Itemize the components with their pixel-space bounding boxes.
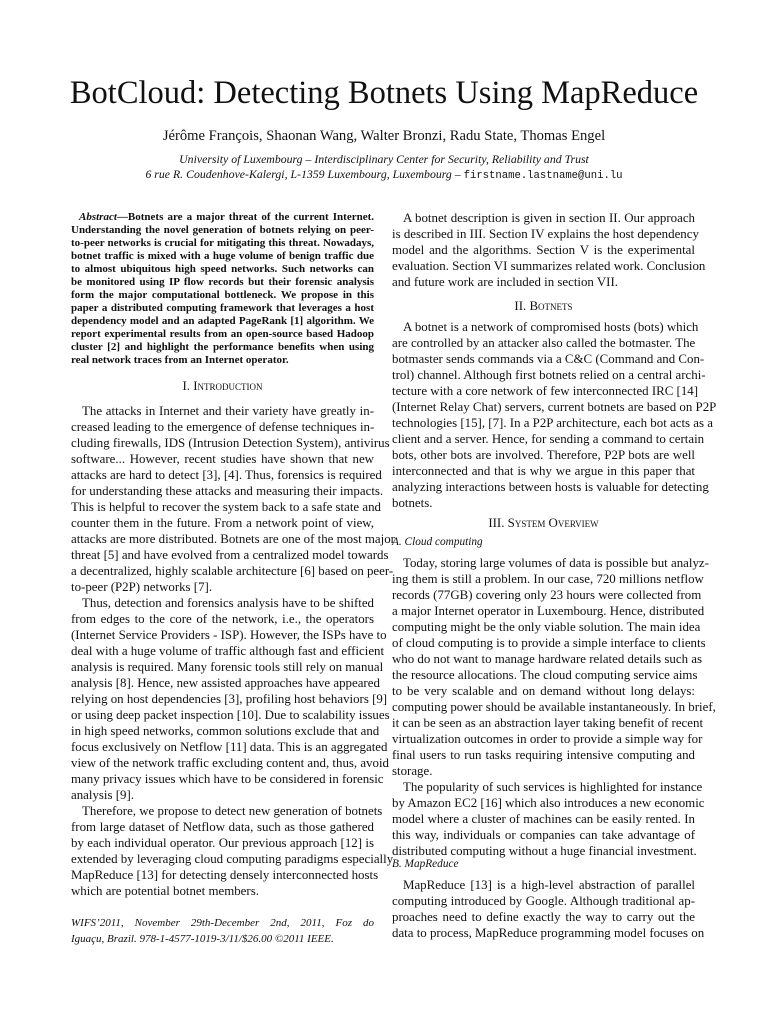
body-line: which are potential botnet members.: [71, 884, 259, 898]
body-line: storage.: [392, 764, 433, 778]
body-line: many privacy issues which have to be considered in forensic: [71, 772, 384, 786]
body-line: creased leading to the emergence of defense techniques in-: [71, 420, 375, 434]
body-line: botnets.: [392, 496, 433, 510]
body-line: who do not want to manage hardware related details such as: [392, 652, 702, 666]
body-line: the resource allocations. The cloud computing service aims: [392, 668, 698, 682]
abstract-line: botnet traffic is mixed with a huge volume of benign traffic due: [71, 250, 374, 262]
subsection-heading-mapreduce: B. MapReduce: [392, 858, 459, 870]
body-line: technologies [15], [7]. In a P2P architecture, each bot acts as a: [392, 416, 713, 430]
body-line: attacks are more distributed. Botnets are one of the most major: [71, 532, 395, 546]
body-line: virtualization outcomes in order to provide a simple way for: [392, 732, 703, 746]
body-line: deal with a huge volume of traffic although fast and efficient: [71, 644, 385, 658]
abstract-line: real network traces from an Internet operator.: [71, 354, 289, 366]
body-line: view of the network traffic excluding content and, thus, avoid: [71, 756, 389, 770]
body-line: model where a cluster of machines can be easily rented. In: [392, 812, 695, 826]
body-line: software... However, recent studies have shown that new: [71, 452, 374, 466]
body-line: analysis [8]. Hence, new assisted approaches have appeared: [71, 676, 380, 690]
abstract-line: Understanding the novel generation of botnets relying on peer-: [71, 224, 374, 236]
body-line: analysis [9].: [71, 788, 135, 802]
body-line: client and a server. Hence, for sending a command to certain: [392, 432, 705, 446]
body-line: MapReduce [13] is a high-level abstraction of parallel: [403, 878, 695, 892]
abstract-line: paper a distributed computing framework that leverages a host: [71, 302, 374, 314]
body-line: analyzing interactions between hosts is valuable for detecting: [392, 480, 709, 494]
abstract-line: Abstract—Botnets are a major threat of the current Internet.: [79, 211, 374, 223]
abstract-line: report experimental results from an open-source based Hadoop: [71, 328, 374, 340]
body-line: to-peer (P2P) networks [7].: [71, 580, 213, 594]
body-line: attacks are hard to detect [3], [4]. Thus, forensics is required: [71, 468, 382, 482]
body-line: tecture with a core network of few interconnected IRC [14]: [392, 384, 699, 398]
body-line: ing them is still a problem. In our case, 720 millions netflow: [392, 572, 704, 586]
author-list: Jérôme François, Shaonan Wang, Walter Bronzi, Radu State, Thomas Engel: [162, 128, 606, 144]
body-line: is described in III. Section IV explains the host dependency: [392, 227, 699, 241]
body-line: Therefore, we propose to detect new generation of botnets: [82, 804, 383, 818]
body-line: model and the algorithms. Section V is the experimental: [392, 243, 695, 257]
body-line: extended by leveraging cloud computing paradigms especially: [71, 852, 394, 866]
abstract-line: to-peer networks is crucial for mitigating this threat. Nowadays,: [71, 237, 374, 249]
body-line: in high speed networks, common solutions exclude that and: [71, 724, 380, 738]
body-line: by Amazon EC2 [16] which also introduces a new economic: [392, 796, 705, 810]
body-line: A botnet description is given in section II. Our approach: [403, 211, 695, 225]
body-line: or using deep packet inspection [10]. Due to scalability issues: [71, 708, 390, 722]
body-line: for understanding these attacks and measuring their impacts.: [71, 484, 384, 498]
body-line: cluding firewalls, IDS (Intrusion Detection System), antivirus: [71, 436, 390, 450]
body-line: Today, storing large volumes of data is possible but analyz-: [403, 556, 709, 570]
body-line: a decentralized, highly scalable architecture [6] based on peer-: [71, 564, 394, 578]
body-line: counter them in the future. From a network point of view,: [71, 516, 374, 530]
body-line: computing power should be available instantaneously. In brief,: [392, 700, 716, 714]
body-line: evaluation. Section VI summarizes related work. Conclusion: [392, 259, 706, 273]
body-line: are controlled by an attacker also called the botmaster. The: [392, 336, 696, 350]
body-line: analysis is required. Many forensic tools still rely on manual: [71, 660, 384, 674]
body-line: (Internet Service Providers - ISP). However, the ISPs have to: [71, 628, 387, 642]
abstract-line: dependency model and an adapted PageRank [1] algorithm. We: [71, 315, 374, 327]
body-line: from large dataset of Netflow data, such as those gathered: [71, 820, 374, 834]
body-line: by each individual operator. Our previous approach [12] is: [71, 836, 374, 850]
abstract-line: form the major computational bottleneck. We propose in this: [71, 289, 374, 301]
author-email: firstname.lastname@uni.lu: [463, 170, 623, 182]
abstract-line: be monitored using IP flow records but their forensic analysis: [71, 276, 374, 288]
body-line: Thus, detection and forensics analysis have to be shifted: [82, 596, 374, 610]
body-line: this way, individuals or companies can take advantage of: [392, 828, 695, 842]
body-line: MapReduce [13] for detecting densely interconnected hosts: [71, 868, 379, 882]
subsection-heading-cloud-computing: A. Cloud computing: [392, 536, 483, 548]
body-line: (Internet Relay Chat) servers, current botnets are based on P2P: [392, 400, 717, 414]
body-line: relying on host dependencies [3], profiling host behaviors [9]: [71, 692, 388, 706]
section-heading-system-overview: III. System Overview: [488, 516, 599, 530]
body-line: computing might be the only viable solution. The main idea: [392, 620, 701, 634]
body-line: distributed computing without a huge financial investment.: [392, 844, 697, 858]
body-line: records (77GB) covering only 23 hours were collected from: [392, 588, 702, 602]
body-line: and future work are included in section VII.: [392, 275, 618, 289]
body-line: to be very scalable and on demand without long delays:: [392, 684, 695, 698]
body-line: focus exclusively on Netflow [11] data. This is an aggregated: [71, 740, 388, 754]
body-line: interconnected and that is why we argue in this paper that: [392, 464, 695, 478]
conference-footnote: WIFS’2011, November 29th-December 2nd, 2011, Foz do: [71, 917, 374, 929]
abstract-line: to almost ubiquitous high speed networks. Such networks can: [71, 263, 374, 275]
body-line: it can be seen as an abstraction layer taking benefit of recent: [392, 716, 704, 730]
body-line: trol) channel. Although first botnets relied on a central archi-: [392, 368, 706, 382]
body-line: of cloud computing is to provide a simple interface to clients: [392, 636, 706, 650]
section-heading-botnets: II. Botnets: [514, 299, 573, 313]
body-line: This is helpful to recover the system back to a safe state and: [71, 500, 381, 514]
affiliation-address: 6 rue R. Coudenhove-Kalergi, L-1359 Luxembourg, Luxembourg –: [145, 167, 464, 181]
body-line: from edges to the core of the network, i.e., the operators: [71, 612, 374, 626]
body-line: data to process, MapReduce programming model focuses on: [392, 926, 705, 940]
abstract-label: Abstract: [79, 211, 117, 223]
body-line: final users to run tasks requiring intensive computing and: [392, 748, 695, 762]
body-line: a major Internet operator in Luxembourg. Hence, distributed: [392, 604, 705, 618]
body-line: computing introduced by Google. Although traditional ap-: [392, 894, 695, 908]
body-line: The attacks in Internet and their variety have greatly in-: [82, 404, 374, 418]
abstract-line: cluster [2] and highlight the performance benefits when using: [71, 341, 374, 353]
body-line: bots, other bots are involved. Therefore, P2P bots are well: [392, 448, 695, 462]
body-line: proaches need to define exactly the way to carry out the: [392, 910, 695, 924]
affiliation-line-1: University of Luxembourg – Interdisciplinary Center for Security, Reliability and Trust: [179, 152, 589, 166]
body-line: threat [5] and have evolved from a centralized model towards: [71, 548, 389, 562]
affiliation-line-2: [0, 167, 768, 184]
paper-title: BotCloud: Detecting Botnets Using MapReduce: [69, 75, 699, 111]
conference-footnote: Iguaçu, Brazil. 978-1-4577-1019-3/11/$26.00 ©2011 IEEE.: [71, 933, 334, 945]
body-line: botmaster sends commands via a C&C (Command and Con-: [392, 352, 705, 366]
section-heading-introduction: I. Introduction: [182, 379, 263, 393]
body-line: The popularity of such services is highlighted for instance: [403, 780, 703, 794]
body-line: A botnet is a network of compromised hosts (bots) which: [403, 320, 699, 334]
